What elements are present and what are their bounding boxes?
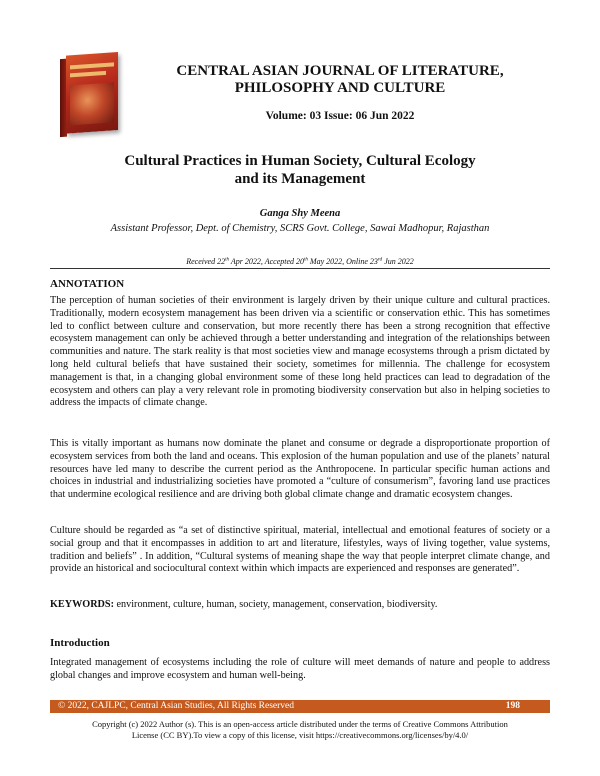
annotation-paragraph-3: Culture should be regarded as “a set of distinctive spiritual, material, intellectual and emotional features of society or a social group and that it encompasses in addition to art and literature, lifestyles, ways of living together, value systems, tradition and beliefs” . In addition, “Cultural systems of meaning shape the way that people interpret climate change, and provide an historical and sociocultural context within which impacts are experienced and responses are generated”. (50, 525, 550, 575)
cover-title-stripe (70, 62, 114, 69)
journal-cover-image (60, 52, 120, 136)
cover-front (66, 52, 118, 134)
footer-copyright: © 2022, CAJLPC, Central Asian Studies, All Rights Reserved (58, 701, 295, 711)
license-line1: Copyright (c) 2022 Author (s). This is an open-access article distributed under the terms of Creative Commons Attribution (92, 719, 508, 729)
keywords-text: environment, culture, human, society, management, conservation, biodiversity. (113, 599, 438, 610)
received-sup: th (225, 257, 229, 263)
received-date: Received 22 (186, 257, 226, 266)
author-affiliation: Assistant Professor, Dept. of Chemistry, SCRS Govt. College, Sawai Madhopur, Rajasthan (110, 223, 490, 234)
license-notice (40, 719, 560, 741)
accepted-sup: th (304, 257, 308, 263)
cover-title-stripe (70, 71, 106, 78)
annotation-heading: ANNOTATION (50, 278, 125, 290)
volume-issue: Volume: 03 Issue: 06 Jun 2022 (265, 110, 415, 122)
author-name: Ganga Shy Meena (259, 208, 341, 219)
online-sup: rd (377, 257, 383, 263)
keywords (50, 599, 550, 610)
online-date-rest: Jun 2022 (382, 257, 414, 266)
introduction-heading: Introduction (50, 637, 110, 649)
paper-title-line2: and its Management (234, 171, 366, 187)
cover-artwork (70, 82, 114, 125)
journal-title-line1: CENTRAL ASIAN JOURNAL OF LITERATURE, (176, 63, 504, 79)
accepted-date: Apr 2022, Accepted 20 (229, 257, 305, 266)
paper-title-line1: Cultural Practices in Human Society, Cultural Ecology (124, 153, 476, 169)
keywords-label: KEYWORDS: (50, 599, 114, 610)
journal-title (130, 63, 550, 97)
online-date: May 2022, Online 23 (307, 257, 378, 266)
introduction-paragraph-1: Integrated management of ecosystems including the role of culture will meet demands of nature and people to address global changes and improve ecosystem and human well-being. (50, 657, 550, 681)
annotation-paragraph-2: This is vitally important as humans now dominate the planet and consume or degrade a disproportionate proportion of ecosystem services from both the land and oceans. This explosion of the human population and use of the planets’ natural resources have led many to describe the current period as the Anthropocene. In particular specific human actions and choices in industrial and industrializing societies have promoted a “culture of consumerism”, favoring land use practices that undermine ecological resilience and are driving both global climate change and dramatic ecosystem changes. (50, 438, 550, 501)
page-number: 198 (505, 701, 520, 711)
journal-title-line2: PHILOSOPHY AND CULTURE (234, 80, 446, 96)
license-line2: License (CC BY).To view a copy of this license, visit https://creativecommons.org/licenses/by/4.0/ (131, 730, 469, 740)
paper-title (60, 152, 540, 188)
annotation-paragraph-1: The perception of human societies of their environment is largely driven by their unique culture and cultural practices. Traditionally, modern ecosystem management has been driven via a scientific or conservation ethic. This has sometimes led to conflict between culture and conservation, but more recently there has been a strong recognition that effective ecosystem management can only be achieved through a better understanding and integration of the relationships between communities and nature. The stark reality is that most societies view and manage ecosystems through a prism dictated by long held cultural beliefs that have sustained their society, sometimes for millennia. The challenge for ecosystem management is that, in a changing global environment some of these long held practices can lead to degradation of the ecosystem and others can play a very relevant role in promoting biodiversity conservation but also in helping societies to address the impacts of climate change. (50, 295, 550, 409)
header-divider (50, 268, 550, 269)
publication-dates (30, 257, 570, 266)
footer-bar (50, 700, 550, 713)
